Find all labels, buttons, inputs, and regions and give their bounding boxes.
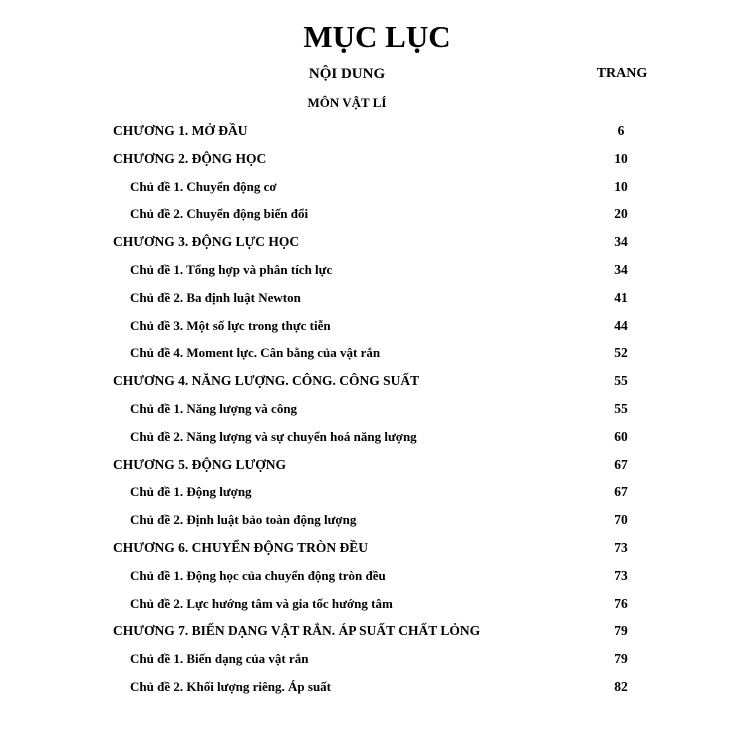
toc-topic-row: [0, 506, 754, 534]
toc-topic-row: [0, 395, 754, 423]
toc-entry-label: CHƯƠNG 2. ĐỘNG HỌC: [113, 150, 267, 166]
toc-page-number: 55: [614, 400, 628, 416]
toc-entry-label: Chủ đề 1. Động lượng: [130, 484, 252, 500]
toc-topic-row: [0, 173, 754, 201]
toc-page-number: 79: [614, 623, 628, 639]
toc-page-number: 67: [614, 456, 628, 472]
subject-heading: MÔN VẬT LÍ: [307, 95, 387, 110]
toc-topic-row: [0, 284, 754, 312]
page-column-header: TRANG: [596, 66, 648, 81]
toc-entry-label: Chủ đề 2. Ba định luật Newton: [130, 289, 301, 305]
toc-chapter-row: [0, 228, 754, 256]
toc-entry-label: Chủ đề 1. Động học của chuyển động tròn đều: [130, 567, 386, 583]
toc-entry-label: Chủ đề 3. Một số lực trong thực tiễn: [130, 317, 331, 333]
toc-topic-row: [0, 673, 754, 701]
content-column-header: NỘI DUNG: [308, 66, 386, 82]
toc-page-number: 73: [614, 567, 628, 583]
toc-topic-row: [0, 200, 754, 228]
toc-page-number: 67: [614, 484, 628, 500]
page-title: MỤC LỤC: [303, 19, 451, 54]
toc-page-number: 82: [614, 678, 628, 694]
toc-chapter-row: [0, 534, 754, 562]
toc-topic-row: [0, 590, 754, 618]
toc-page-number: 52: [614, 345, 628, 361]
toc-topic-row: [0, 645, 754, 673]
toc-topic-row: [0, 312, 754, 340]
toc-chapter-row: [0, 617, 754, 645]
toc-chapter-row: [0, 367, 754, 395]
toc-page-number: 76: [614, 595, 628, 611]
toc-page-number: 60: [614, 428, 628, 444]
toc-topic-row: [0, 339, 754, 367]
toc-page-number: 70: [614, 512, 628, 528]
toc-entry-label: Chủ đề 4. Moment lực. Cân bằng của vật rắn: [130, 345, 381, 361]
toc-page-number: 55: [614, 373, 628, 389]
toc-page-number: 44: [614, 317, 628, 333]
toc-entry-label: CHƯƠNG 3. ĐỘNG LỰC HỌC: [113, 234, 300, 250]
toc-page-number: 79: [614, 651, 628, 667]
toc-topic-row: [0, 478, 754, 506]
toc-entry-label: Chủ đề 2. Định luật bảo toàn động lượng: [130, 512, 357, 528]
toc-entry-label: CHƯƠNG 6. CHUYỂN ĐỘNG TRÒN ĐỀU: [113, 539, 369, 555]
toc-page-number: 10: [614, 178, 628, 194]
toc-entry-label: Chủ đề 1. Biến dạng của vật rắn: [130, 651, 309, 667]
toc-entry-label: Chủ đề 1. Năng lượng và công: [130, 400, 298, 416]
toc-chapter-row: [0, 117, 754, 145]
toc-chapter-row: [0, 451, 754, 479]
toc-page-number: 41: [614, 289, 628, 305]
toc-page-number: 34: [614, 261, 628, 277]
toc-chapter-row: [0, 145, 754, 173]
toc-page-number: 10: [614, 150, 628, 166]
toc-topic-row: [0, 256, 754, 284]
toc-entry-label: CHƯƠNG 7. BIẾN DẠNG VẬT RẮN. ÁP SUẤT CHẤT LỎNG: [113, 623, 481, 639]
table-of-contents: [0, 117, 754, 701]
toc-topic-row: [0, 423, 754, 451]
toc-entry-label: Chủ đề 2. Năng lượng và sự chuyển hoá năng lượng: [130, 428, 417, 444]
toc-entry-label: Chủ đề 1. Tổng hợp và phân tích lực: [130, 261, 333, 277]
toc-page-number: 73: [614, 539, 628, 555]
toc-entry-label: Chủ đề 1. Chuyển động cơ: [130, 178, 277, 194]
toc-page-number: 6: [617, 123, 625, 138]
toc-entry-label: Chủ đề 2. Lực hướng tâm và gia tốc hướng tâm: [130, 595, 393, 611]
toc-entry-label: Chủ đề 2. Khối lượng riêng. Áp suất: [130, 678, 332, 694]
toc-entry-label: CHƯƠNG 4. NĂNG LƯỢNG. CÔNG. CÔNG SUẤT: [113, 373, 420, 389]
toc-entry-label: CHƯƠNG 1. MỞ ĐẦU: [113, 123, 248, 138]
toc-page-number: 34: [614, 234, 628, 250]
toc-entry-label: CHƯƠNG 5. ĐỘNG LƯỢNG: [113, 456, 286, 472]
toc-page-number: 20: [614, 206, 628, 222]
toc-entry-label: Chủ đề 2. Chuyển động biến đổi: [130, 206, 309, 222]
toc-topic-row: [0, 562, 754, 590]
